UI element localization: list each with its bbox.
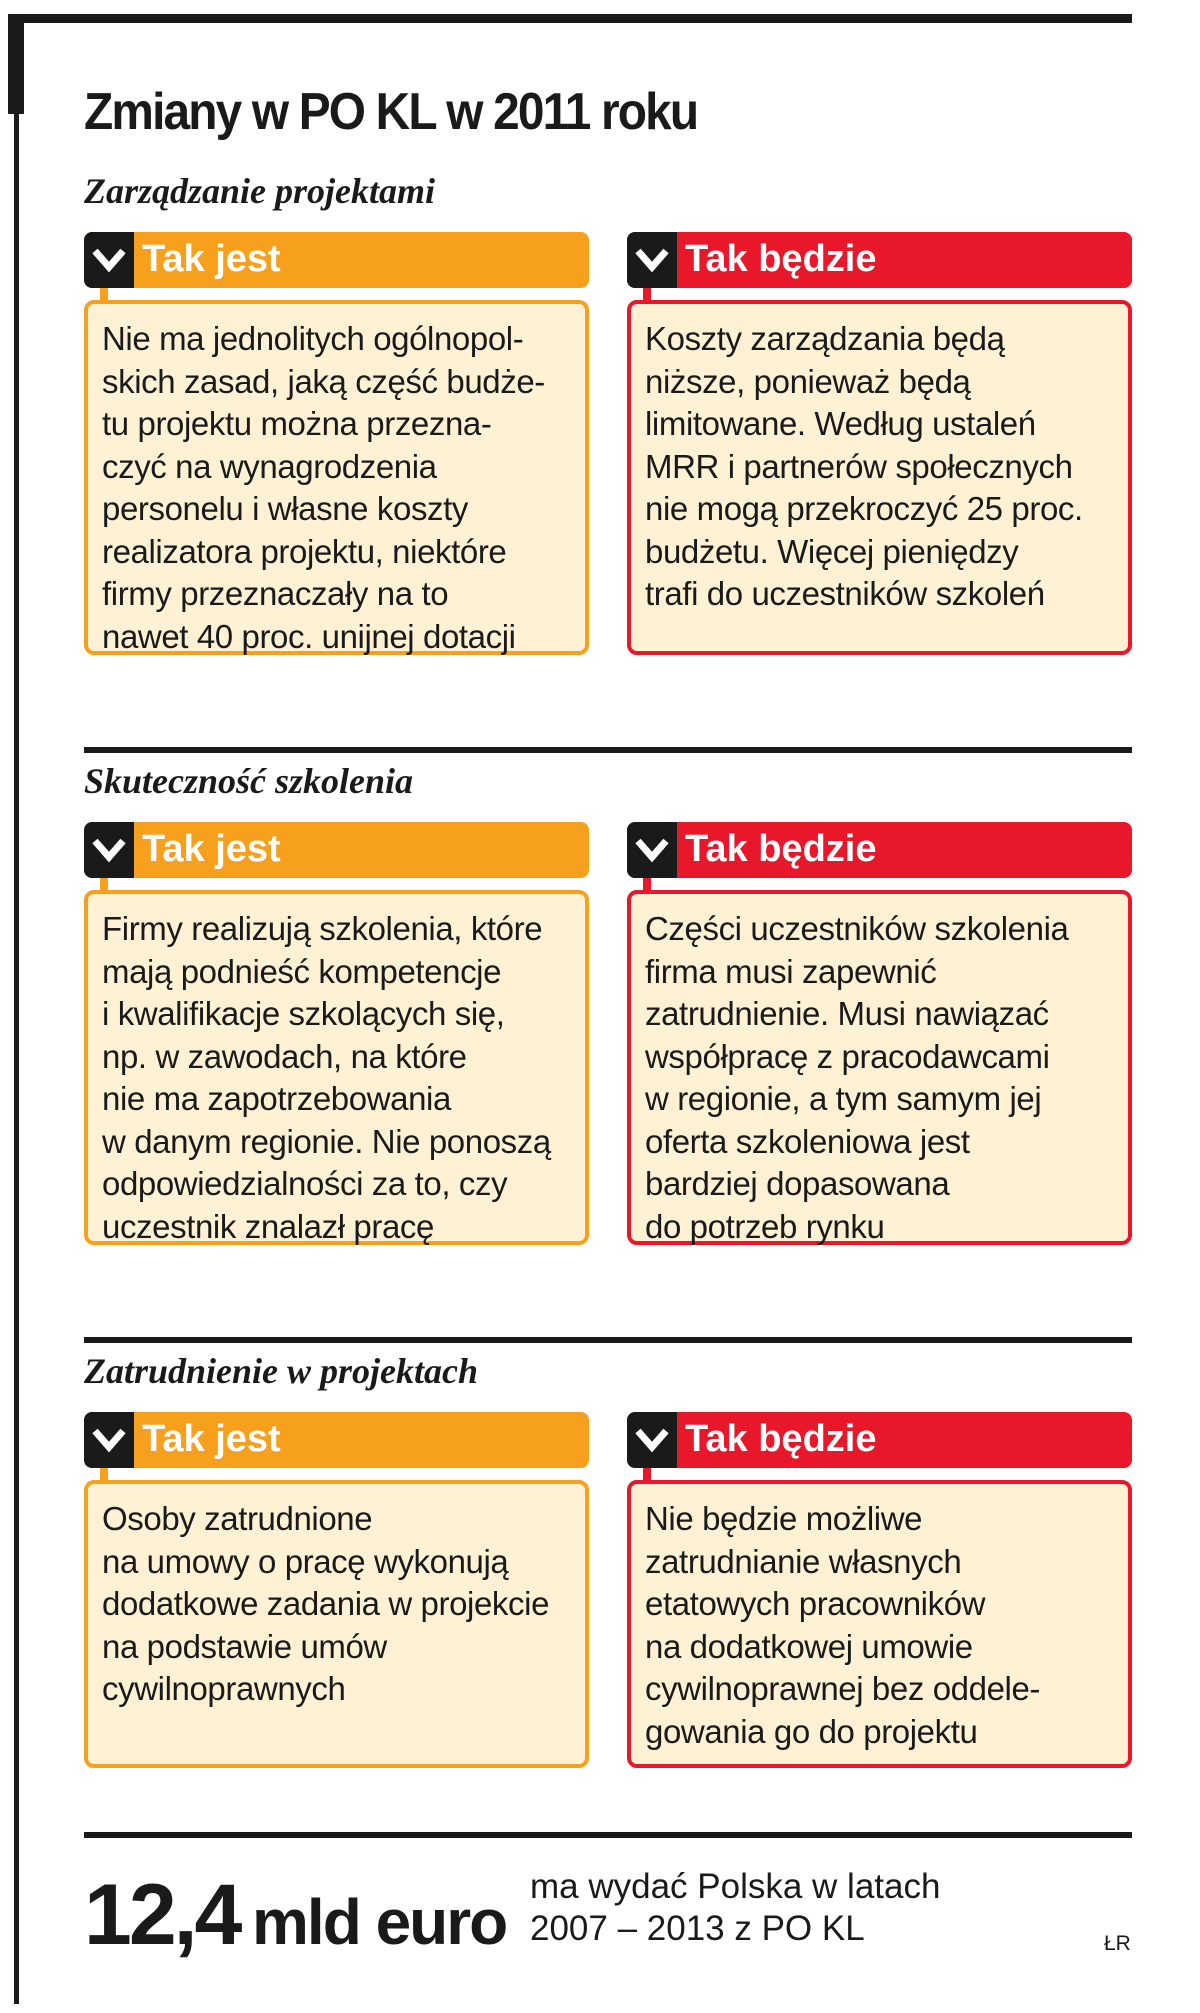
- section-divider: [84, 1337, 1132, 1343]
- now-box: [84, 300, 589, 655]
- frame-top-rule: [8, 14, 1132, 23]
- future-text: Nie będzie możliwe zatrudnianie własnych etatowych pracowników na dodatkowej umowie cywilnoprawnej bez oddele- gowania go do projektu: [645, 1500, 1040, 1750]
- now-box: [84, 1480, 589, 1768]
- frame-left-rule: [14, 14, 19, 2004]
- section-title: Zatrudnienie w projektach: [84, 1351, 479, 1391]
- check-icon: [627, 822, 677, 878]
- future-label: Tak będzie: [685, 1418, 877, 1460]
- now-box: [84, 890, 589, 1245]
- future-label: Tak będzie: [685, 238, 877, 280]
- section-employment-in-projects: [84, 1350, 1132, 1800]
- future-text: Koszty zarządzania będą niższe, ponieważ będą limitowane. Według ustaleń MRR i partnerów społecznych nie mogą przekroczyć 25 proc. budżetu. Więcej pieniędzy trafi do uczestników szkoleń: [645, 320, 1083, 612]
- check-icon: [84, 1412, 134, 1468]
- now-text: Osoby zatrudnione na umowy o pracę wykonują dodatkowe zadania w projekcie na podstawie umów cywilnoprawnych: [102, 1500, 550, 1707]
- summary-number: 12,4: [84, 1867, 240, 1963]
- check-icon: [627, 1412, 677, 1468]
- future-header: [627, 1412, 1132, 1468]
- now-header: [84, 232, 589, 288]
- future-label: Tak będzie: [685, 828, 877, 870]
- check-icon: [84, 822, 134, 878]
- summary-caption: ma wydać Polska w latach 2007 – 2013 z PO KL: [530, 1867, 941, 1948]
- section-training-effectiveness: [84, 760, 1132, 1280]
- now-header: [84, 1412, 589, 1468]
- summary-divider: [84, 1832, 1132, 1838]
- now-label: Tak jest: [142, 238, 281, 280]
- section-title: Skuteczność szkolenia: [84, 761, 414, 801]
- section-project-management: [84, 170, 1132, 690]
- check-icon: [627, 232, 677, 288]
- page-title: Zmiany w PO KL w 2011 roku: [84, 83, 698, 141]
- author-credit: ŁR: [1104, 1932, 1131, 1955]
- future-header: [627, 232, 1132, 288]
- summary-unit: mld euro: [252, 1886, 507, 1958]
- future-box: [627, 890, 1132, 1245]
- future-box: [627, 1480, 1132, 1768]
- future-text: Części uczestników szkolenia firma musi zapewnić zatrudnienie. Musi nawiązać współpracę z pracodawcami w regionie, a tym samym jej oferta szkoleniowa jest bardziej dopasowana do potrzeb rynku: [645, 910, 1069, 1245]
- check-icon: [84, 232, 134, 288]
- future-box: [627, 300, 1132, 655]
- now-label: Tak jest: [142, 1418, 281, 1460]
- now-header: [84, 822, 589, 878]
- now-label: Tak jest: [142, 828, 281, 870]
- section-divider: [84, 747, 1132, 753]
- future-header: [627, 822, 1132, 878]
- now-text: Nie ma jednolitych ogólnopol- skich zasad, jaką część budże- tu projektu można przezna- czyć na wynagrodzenia personelu i własne koszty realizatora projektu, niektóre firmy przeznaczały na to nawet 40 proc. unijnej dotacji: [102, 320, 545, 655]
- section-title: Zarządzanie projektami: [84, 171, 436, 211]
- now-text: Firmy realizują szkolenia, które mają podnieść kompetencje i kwalifikacje szkolących się, np. w zawodach, na które nie ma zapotrzebowania w danym regionie. Nie ponoszą odpowiedzialności za to, czy uczestnik znalazł pracę: [102, 910, 551, 1245]
